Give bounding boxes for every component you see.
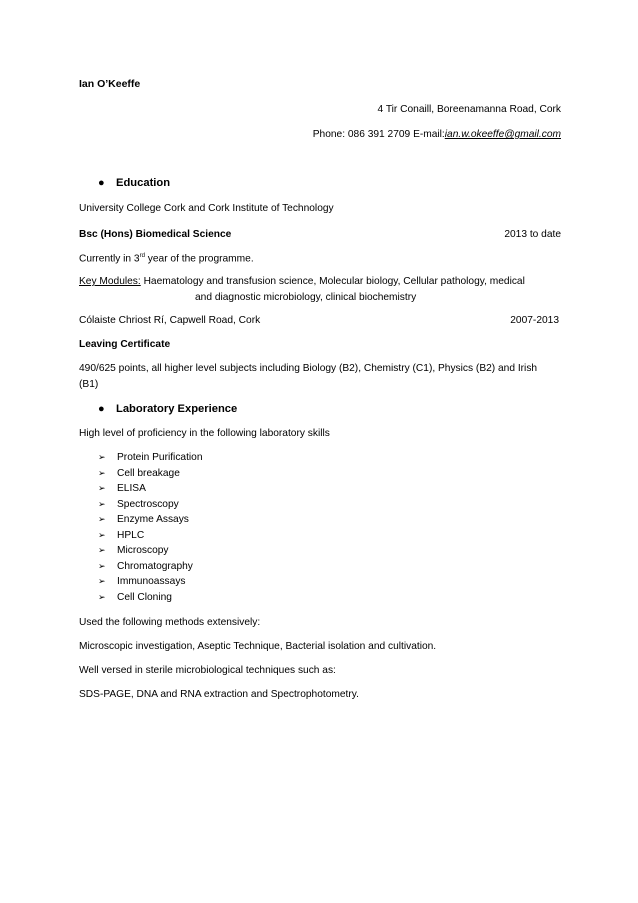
modules-line1 xyxy=(79,276,525,287)
arrow-bullet-icon: ➢ xyxy=(98,483,106,493)
sterile-text: SDS-PAGE, DNA and RNA extraction and Spectrophotometry. xyxy=(79,689,359,700)
contact-line xyxy=(313,129,561,140)
list-item: Cell Cloning xyxy=(117,592,172,603)
education-heading: Education xyxy=(116,177,171,189)
sterile-intro: Well versed in sterile microbiological techniques such as: xyxy=(79,665,336,676)
arrow-bullet-icon: ➢ xyxy=(98,468,106,478)
arrow-bullet-icon: ➢ xyxy=(98,545,106,555)
phone-label: Phone: xyxy=(312,129,346,140)
bullet-icon: ● xyxy=(98,177,105,189)
degree-title: Bsc (Hons) Biomedical Science xyxy=(79,229,232,240)
modules-text: Haematology and transfusion science, Molecular biology, Cellular pathology, medical xyxy=(140,276,525,287)
list-item: Spectroscopy xyxy=(117,499,179,510)
leaving-cert-title: Leaving Certificate xyxy=(79,339,171,350)
current-year xyxy=(79,253,254,264)
modules-line2: and diagnostic microbiology, clinical biochemistry xyxy=(195,292,417,303)
arrow-bullet-icon: ➢ xyxy=(98,530,106,540)
list-item: HPLC xyxy=(117,530,145,541)
email-link[interactable]: ian.w.okeeffe@gmail.com xyxy=(444,129,561,140)
list-item: Immunoassays xyxy=(117,576,186,587)
list-item: Enzyme Assays xyxy=(117,514,189,525)
phone-number: 086 391 2709 xyxy=(347,129,411,140)
address: 4 Tir Conaill, Boreenamanna Road, Cork xyxy=(377,104,561,115)
arrow-bullet-icon: ➢ xyxy=(98,561,106,571)
lab-intro: High level of proficiency in the following laboratory skills xyxy=(79,428,330,439)
current-year-suffix: year of the programme. xyxy=(144,253,254,265)
degree-dates: 2013 to date xyxy=(504,229,561,240)
results-line2: (B1) xyxy=(79,379,99,390)
arrow-bullet-icon: ➢ xyxy=(98,514,106,524)
methods-intro: Used the following methods extensively: xyxy=(79,617,261,628)
list-item: Cell breakage xyxy=(117,468,180,479)
arrow-bullet-icon: ➢ xyxy=(98,499,106,509)
email-label: E-mail: xyxy=(413,129,445,140)
modules-label: Key Modules: xyxy=(79,276,141,287)
institutions: University College Cork and Cork Institute of Technology xyxy=(79,203,334,214)
school-dates: 2007-2013 xyxy=(510,315,559,326)
list-item: Microscopy xyxy=(117,545,169,556)
list-item: ELISA xyxy=(117,483,146,494)
current-year-sup: rd xyxy=(139,253,145,259)
results-line1: 490/625 points, all higher level subjects including Biology (B2), Chemistry (C1), Physics (B2) and Irish xyxy=(79,363,538,374)
arrow-bullet-icon: ➢ xyxy=(98,452,106,462)
candidate-name: Ian O’Keeffe xyxy=(79,78,141,90)
bullet-icon: ● xyxy=(98,403,105,415)
methods-text: Microscopic investigation, Aseptic Technique, Bacterial isolation and cultivation. xyxy=(79,641,437,652)
list-item: Protein Purification xyxy=(117,452,203,463)
current-year-prefix: Currently in 3 xyxy=(79,253,140,265)
arrow-bullet-icon: ➢ xyxy=(98,576,106,586)
list-item: Chromatography xyxy=(117,561,193,572)
school-name: Cólaiste Chriost Rí, Capwell Road, Cork xyxy=(79,315,261,326)
lab-heading: Laboratory Experience xyxy=(116,403,238,415)
arrow-bullet-icon: ➢ xyxy=(98,592,106,602)
